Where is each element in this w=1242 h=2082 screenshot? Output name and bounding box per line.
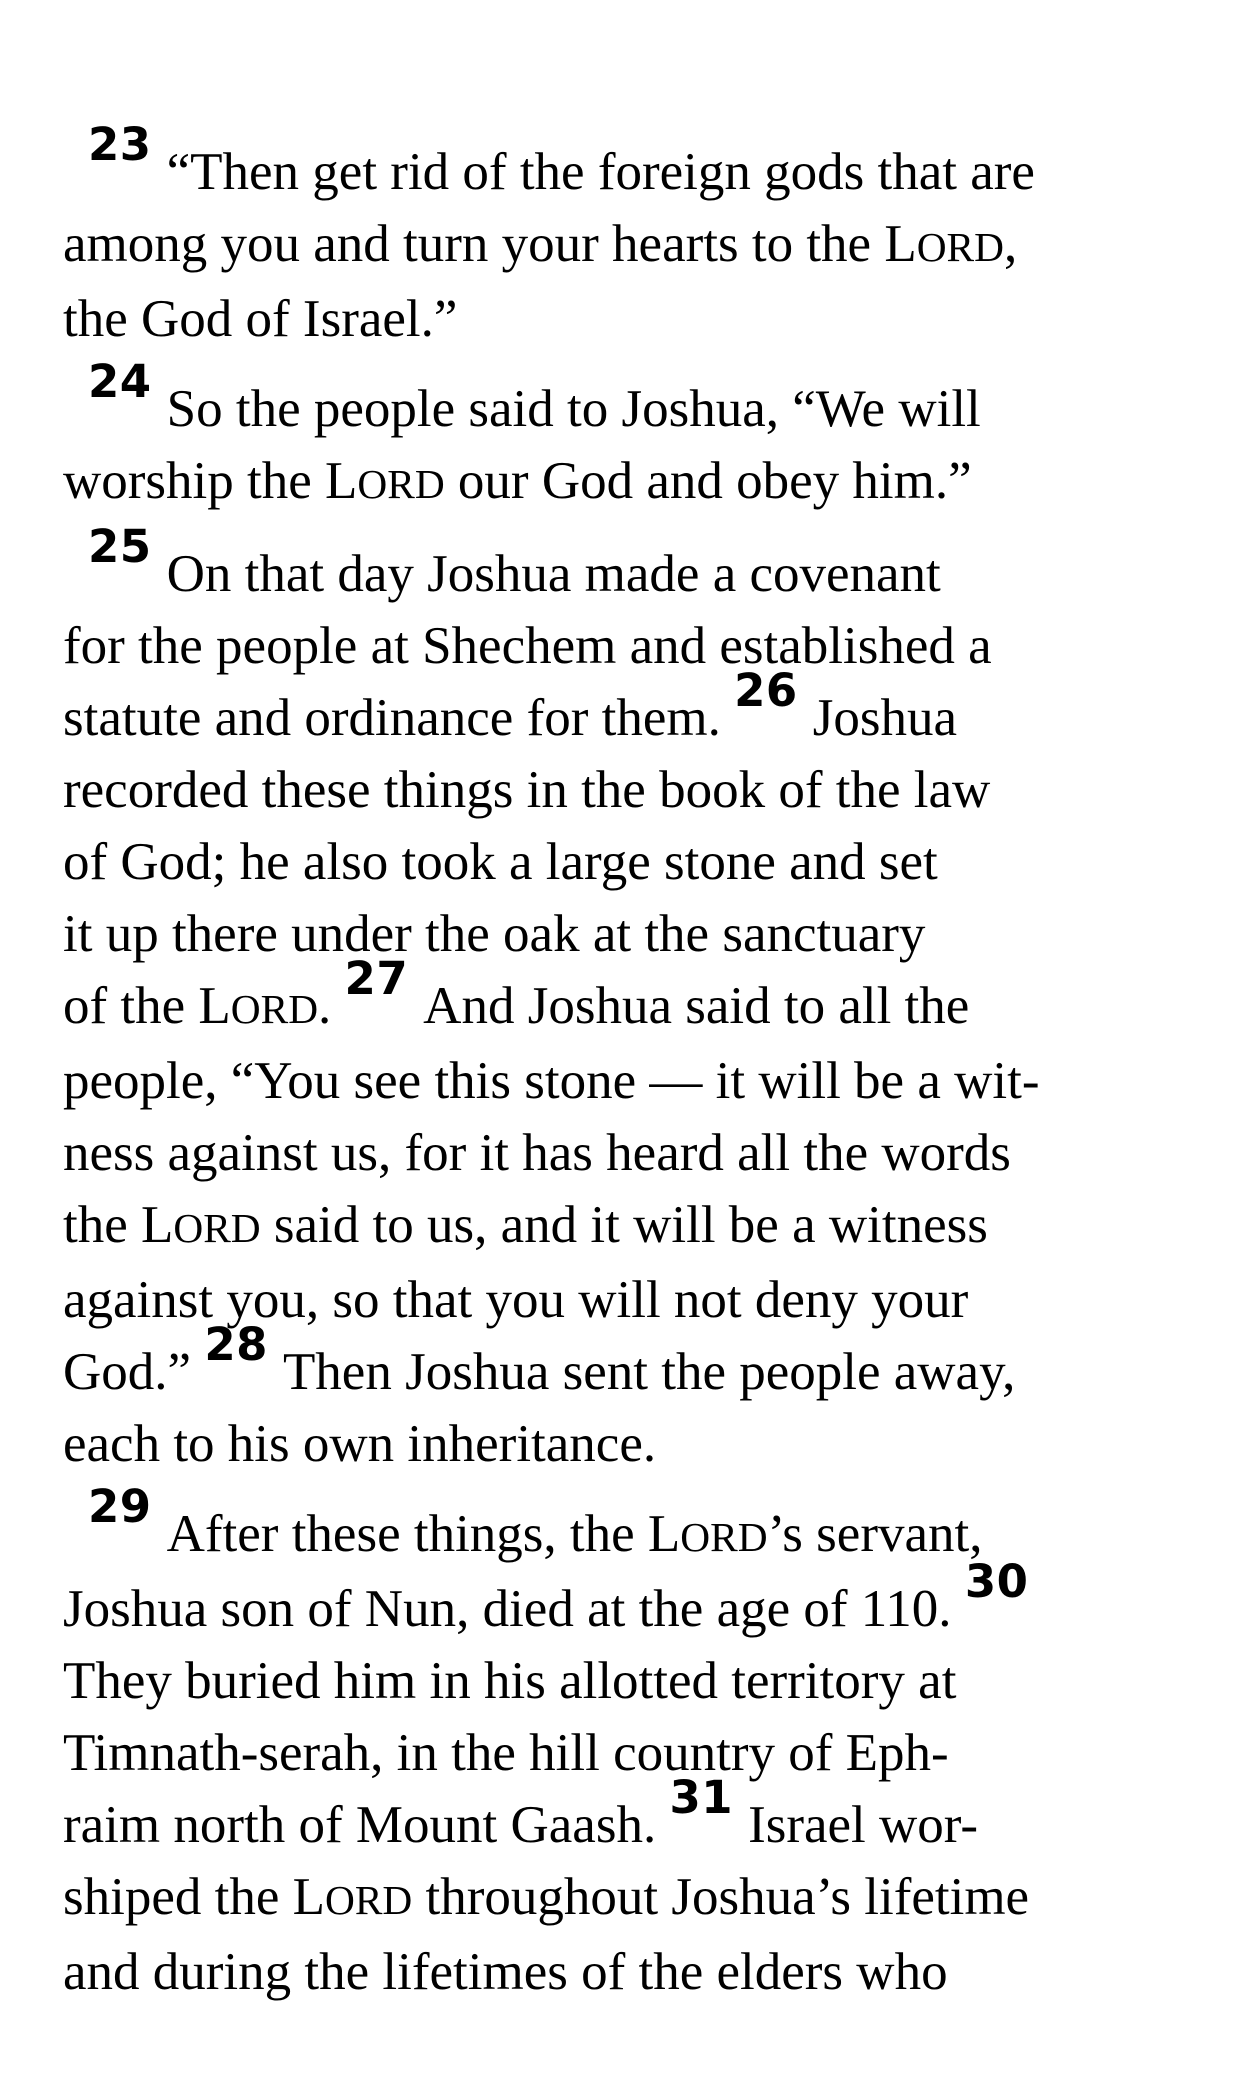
text-run: among you and turn your hearts to the (63, 215, 885, 273)
text-run: worship the (63, 452, 326, 510)
text-run: Joshua (812, 689, 957, 747)
text-line (63, 1480, 1204, 1573)
text-run: each to his own inheritance. (63, 1415, 657, 1473)
text-run: On that day Joshua made a covenant (166, 545, 941, 603)
text-run: Israel wor- (748, 1796, 979, 1854)
text-run: recorded these things in the book of the law (63, 761, 991, 819)
text-line (63, 445, 1204, 520)
text-line (63, 1117, 1204, 1189)
text-line (63, 898, 1204, 970)
text-line (63, 826, 1204, 898)
text-line (63, 118, 1204, 208)
divine-name-small-caps: LORD (292, 1868, 413, 1926)
verse-number: 25 (88, 520, 152, 573)
text-run: After these things, the (166, 1505, 648, 1563)
divine-name-rest: ORD (357, 461, 445, 507)
text-run: They buried him in his allotted territory at (63, 1652, 957, 1710)
text-run: ’s servant, (767, 1505, 983, 1563)
text-line (63, 1936, 1204, 2008)
text-line (63, 1861, 1204, 1936)
text-line (63, 1318, 1204, 1408)
text-line (63, 952, 1204, 1045)
text-line (63, 355, 1204, 445)
text-run: statute and ordinance for them. (63, 689, 735, 747)
text-line (63, 1771, 1204, 1861)
text-run: our God and obey him.” (444, 452, 972, 510)
divine-name-rest: ORD (173, 1205, 261, 1251)
verse-number: 31 (669, 1771, 734, 1824)
text-run: God.” (63, 1343, 205, 1401)
text-run: Joshua son of Nun, died at the age of 110. (63, 1580, 965, 1638)
text-line (63, 283, 1204, 355)
text-run: of the (63, 977, 199, 1035)
divine-name-small-caps: LORD (647, 1505, 768, 1563)
verse-number: 27 (344, 952, 409, 1005)
divine-name-rest: ORD (680, 1514, 768, 1560)
divine-name-small-caps: LORD (141, 1196, 261, 1254)
text-run: said to us, and it will be a witness (260, 1196, 988, 1254)
scripture-paragraph (63, 118, 1204, 355)
text-line (63, 1717, 1204, 1789)
verse-number: 26 (734, 664, 798, 717)
verse-number: 28 (204, 1318, 268, 1371)
text-run: Timnath-serah, in the hill country of Eph- (63, 1724, 949, 1782)
text-line (63, 1189, 1204, 1264)
divine-name-rest: ORD (230, 986, 319, 1032)
scripture-text (63, 118, 1204, 2008)
verse-number: 30 (964, 1555, 1029, 1608)
text-run: the (63, 1196, 141, 1254)
divine-name-rest: ORD (916, 224, 1004, 270)
text-run: And Joshua said to all the (423, 977, 970, 1035)
text-line (63, 1645, 1204, 1717)
text-run: . (318, 977, 345, 1035)
text-run: people, “You see this stone — it will be a wit- (63, 1052, 1040, 1110)
scripture-paragraph (63, 520, 1204, 1480)
text-run: the God of Israel.” (63, 290, 458, 348)
text-run: and during the lifetimes of the elders who (63, 1943, 948, 2001)
text-line (63, 208, 1204, 283)
text-run: shiped the (63, 1868, 293, 1926)
text-line (63, 664, 1204, 754)
verse-number: 24 (88, 355, 152, 408)
text-line (63, 1045, 1204, 1117)
divine-name-small-caps: LORD (884, 215, 1004, 273)
verse-number: 29 (88, 1480, 152, 1533)
divine-name-small-caps: LORD (198, 977, 319, 1035)
text-line (63, 754, 1204, 826)
scripture-paragraph (63, 1480, 1204, 2008)
text-run: against you, so that you will not deny your (63, 1271, 969, 1329)
text-run: throughout Joshua’s lifetime (412, 1868, 1030, 1926)
text-run: Then Joshua sent the people away, (282, 1343, 1016, 1401)
divine-name-rest: ORD (325, 1877, 413, 1923)
text-line (63, 1555, 1204, 1645)
text-run: So the people said to Joshua, “We will (166, 380, 981, 438)
text-run: “Then get rid of the foreign gods that are (166, 143, 1035, 201)
scripture-paragraph (63, 355, 1204, 520)
text-run: raim north of Mount Gaash. (63, 1796, 670, 1854)
verse-number: 23 (88, 118, 152, 171)
divine-name-small-caps: LORD (325, 452, 445, 510)
text-run: it up there under the oak at the sanctuary (63, 905, 926, 963)
text-run: of God; he also took a large stone and set (63, 833, 938, 891)
text-run: , (1003, 215, 1018, 273)
text-line (63, 520, 1204, 610)
text-run: for the people at Shechem and established a (63, 617, 992, 675)
text-line (63, 610, 1204, 682)
text-line (63, 1408, 1204, 1480)
text-run: ness against us, for it has heard all the words (63, 1124, 1011, 1182)
